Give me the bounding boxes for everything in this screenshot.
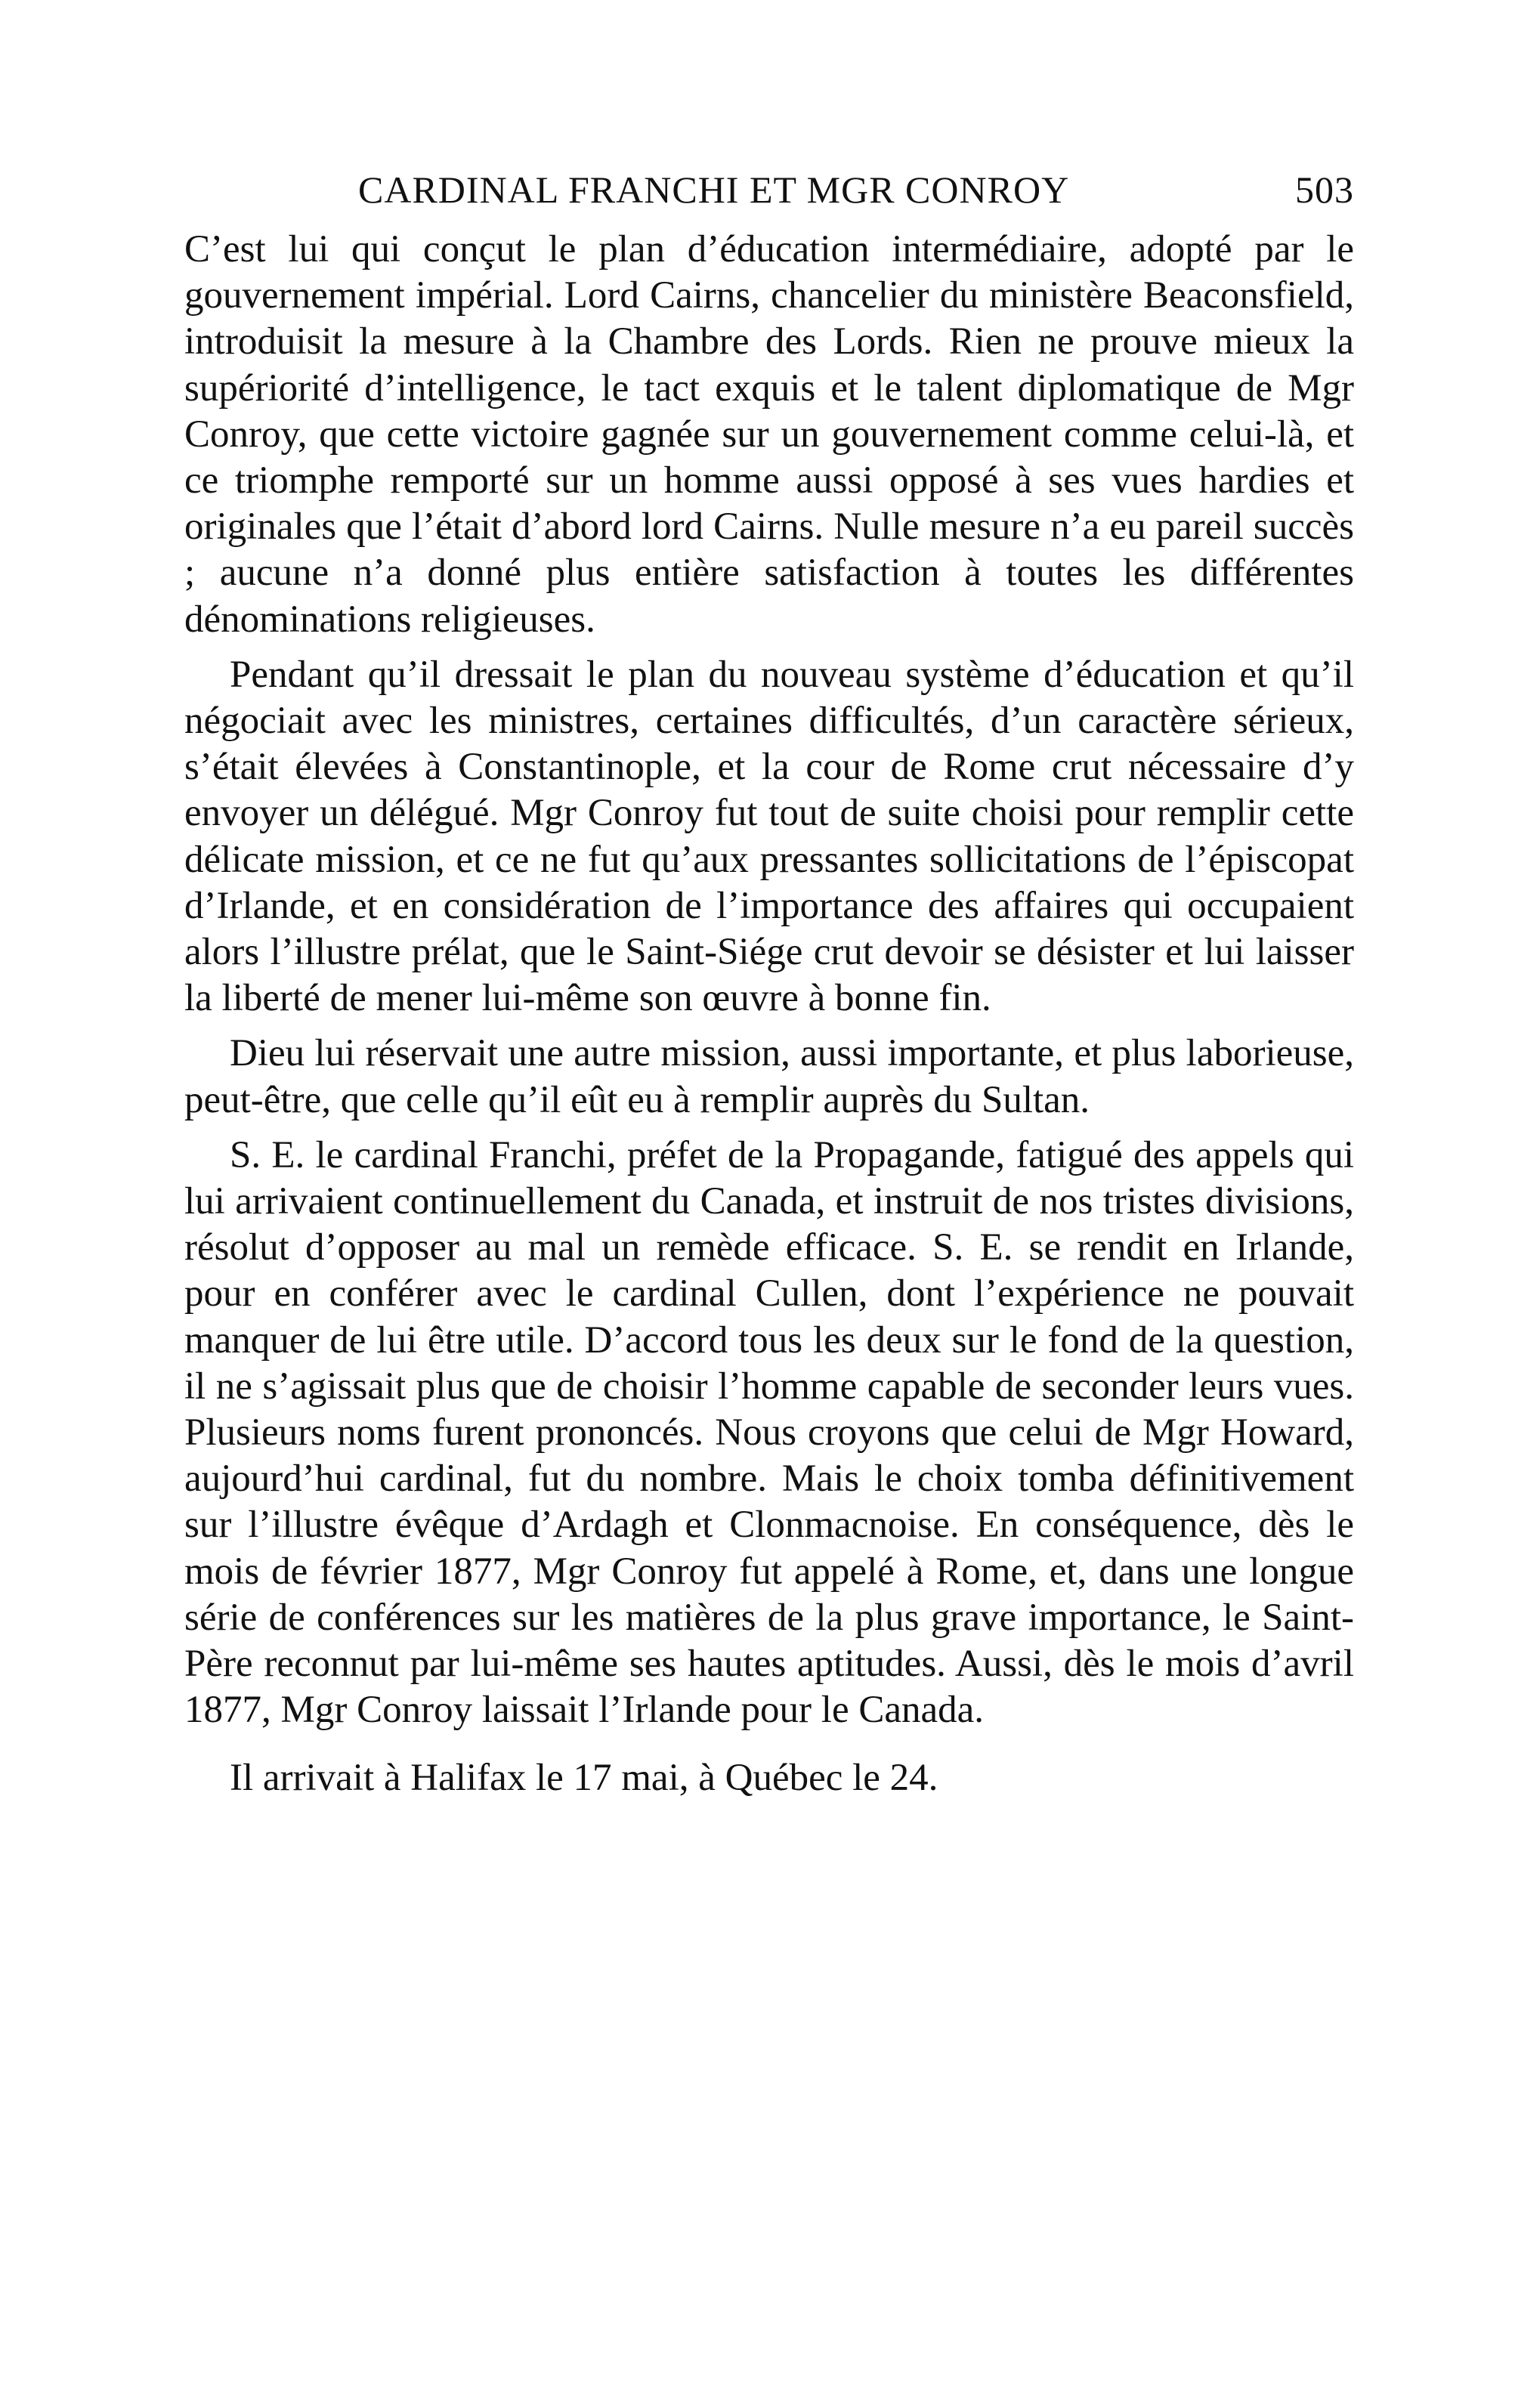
paragraph: Pendant qu’il dressait le plan du nouveau système d’éducation et qu’il négociait avec les ministres, certaines difficultés, d’un caractère sérieux, s’était élevées à Constantinople, et la cour de Rome crut nécessaire d’y envoyer un délégué. Mgr Conroy fut tout de suite choisi pour remplir cette délicate mission, et ce ne fut qu’aux pressantes sollicitations de l’épiscopat d’Irlande, et en considération de l’importance des affaires qui occupaient alors l’illustre prélat, que le Saint-Siége crut devoir se désister et lui laisser la liberté de mener lui-même son œuvre à bonne fin. bbox=[184, 653, 1354, 1020]
running-head bbox=[184, 159, 1354, 227]
running-title: CARDINAL FRANCHI ET MGR CONROY bbox=[358, 168, 1070, 211]
paragraph: C’est lui qui conçut le plan d’éducation intermédiaire, adopté par le gouvernement impérial. Lord Cairns, chancelier du ministère Beaconsfield, introduisit la mesure à la Chambre des Lords. Rien ne prouve mieux la supériorité d’intelligence, le tact exquis et le talent diplomatique de Mgr Conroy, que cette victoire gagnée sur un gouvernement comme celui-là, et ce triomphe remporté sur un homme aussi opposé à ses vues hardies et originales que l’était d’abord lord Cairns. Nulle mesure n’a eu pareil succès ; aucune n’a donné plus entière satisfaction à toutes les différentes dénominations religieuses. bbox=[184, 228, 1354, 641]
paragraph: S. E. le cardinal Franchi, préfet de la Propagande, fatigué des appels qui lui arrivaient continuellement du Canada, et instruit de nos tristes divisions, résolut d’opposer au mal un remède efficace. S. E. se rendit en Irlande, pour en conférer avec le cardinal Cullen, dont l’expérience ne pouvait manquer de lui être utile. D’accord tous les deux sur le fond de la question, il ne s’agissait plus que de choisir l’homme capable de seconder leurs vues. Plusieurs noms furent prononcés. Nous croyons que celui de Mgr Howard, aujourd’hui cardinal, fut du nombre. Mais le choix tomba définitivement sur l’illustre évêque d’Ardagh et Clonmacnoise. En conséquence, dès le mois de février 1877, Mgr Conroy fut appelé à Rome, et, dans une longue série de conférences sur les matières de la plus grave importance, le Saint-Père reconnut par lui-même ses hautes aptitudes. Aussi, dès le mois d’avril 1877, Mgr Conroy laissait l’Irlande pour le Canada. bbox=[184, 1133, 1354, 1732]
paragraph: Dieu lui réservait une autre mission, aussi importante, et plus laborieuse, peut-être, que celle qu’il eût eu à remplir auprès du Sultan. bbox=[184, 1032, 1354, 1121]
book-page bbox=[184, 159, 1354, 1810]
page-number: 503 bbox=[1295, 168, 1354, 211]
body-text bbox=[184, 227, 1354, 1801]
paragraph: Il arrivait à Halifax le 17 mai, à Québec le 24. bbox=[230, 1756, 938, 1799]
